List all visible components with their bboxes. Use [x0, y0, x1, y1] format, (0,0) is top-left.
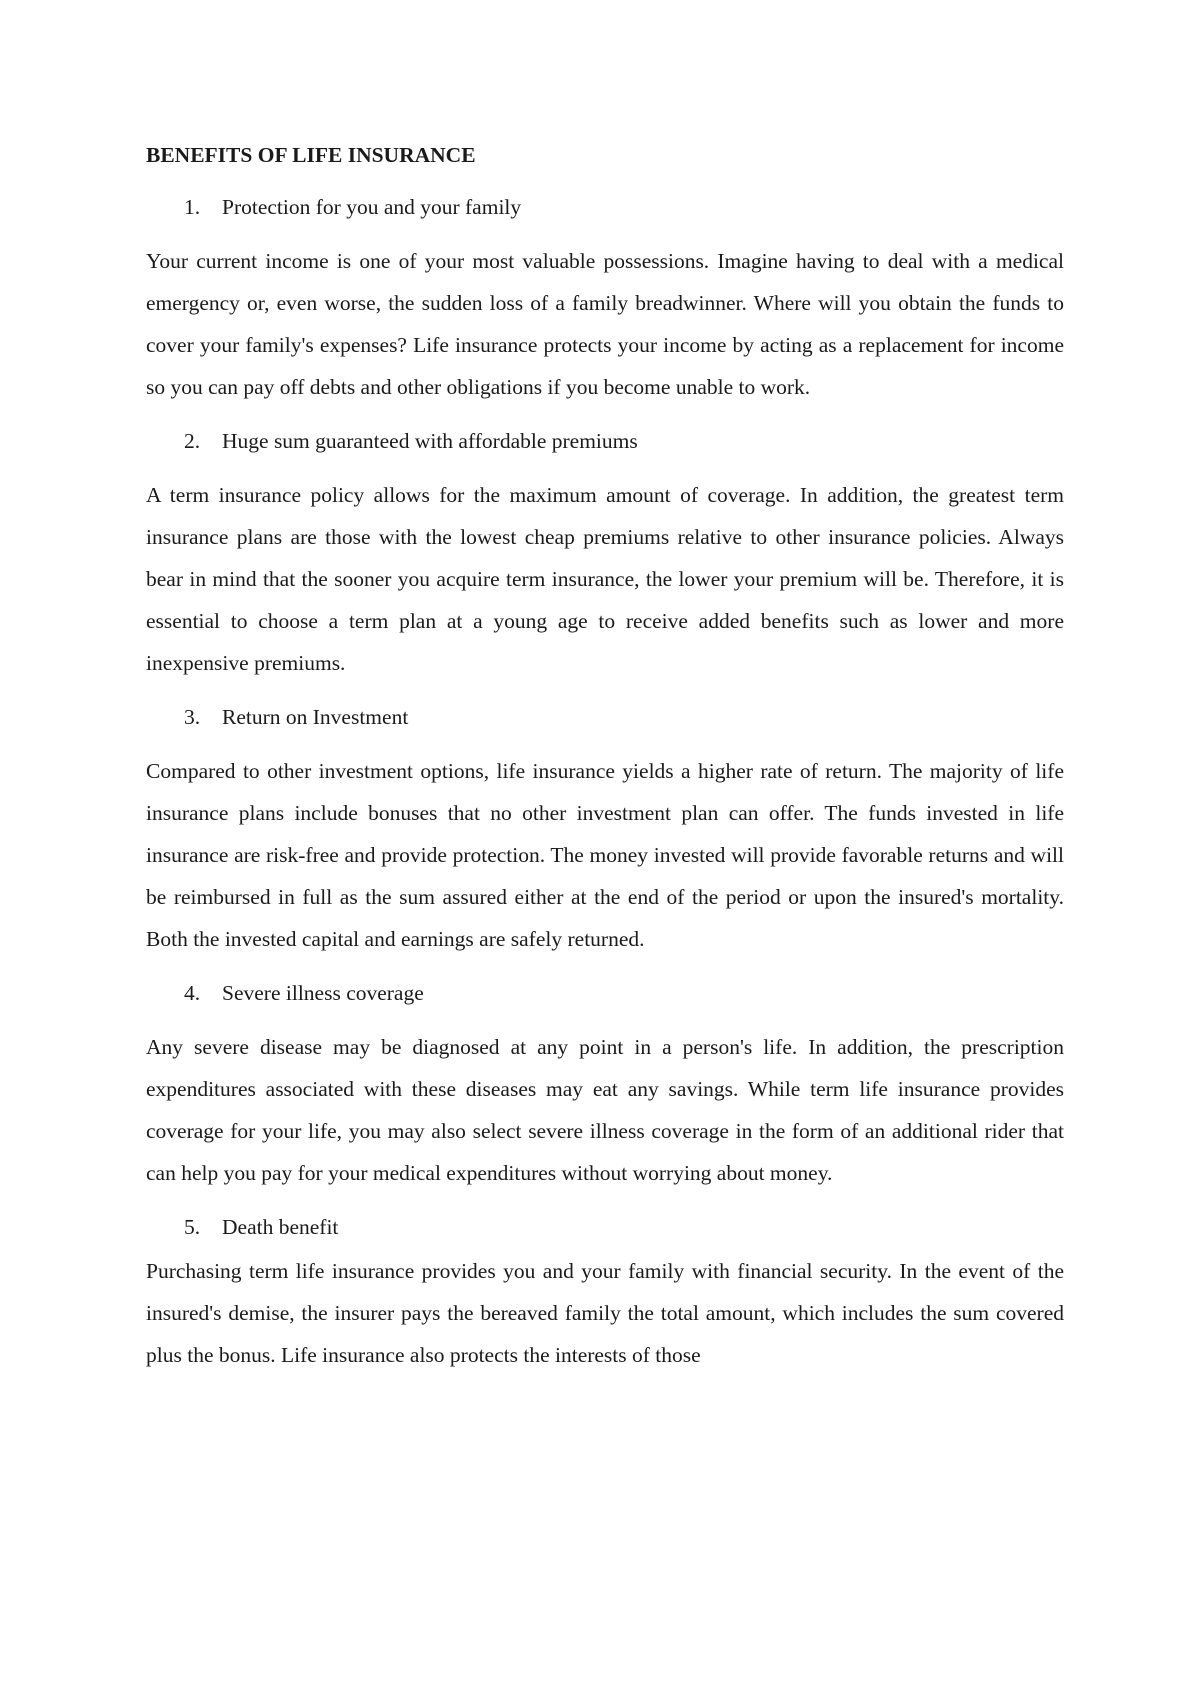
section-heading [146, 192, 1064, 222]
section-4 [146, 978, 1064, 1194]
section-heading [146, 1212, 1064, 1242]
section-heading-text: Huge sum guaranteed with affordable premiums [222, 429, 638, 453]
section-2 [146, 426, 1064, 684]
section-number: 1. [184, 195, 201, 219]
section-body: Purchasing term life insurance provides you and your family with financial security. In the event of the insured's demise, the insurer pays the bereaved family the total amount, which includes the sum covered plus the bonus. Life insurance also protects the interests of those [146, 1259, 1064, 1367]
document-content [146, 140, 1064, 1394]
section-heading-text: Return on Investment [222, 705, 409, 729]
section-3 [146, 702, 1064, 960]
section-heading-text: Severe illness coverage [222, 981, 424, 1005]
section-number: 5. [184, 1215, 201, 1239]
section-5 [146, 1212, 1064, 1376]
section-heading-text: Protection for you and your family [222, 195, 522, 219]
section-heading [146, 426, 1064, 456]
section-heading [146, 978, 1064, 1008]
section-heading-text: Death benefit [222, 1215, 339, 1239]
section-number: 4. [184, 981, 201, 1005]
section-number: 2. [184, 429, 201, 453]
document-title: BENEFITS OF LIFE INSURANCE [146, 143, 476, 167]
section-heading [146, 702, 1064, 732]
section-body: Your current income is one of your most valuable possessions. Imagine having to deal with a medical emergency or, even worse, the sudden loss of a family breadwinner. Where will you obtain the funds to cover your family's expenses? Life insurance protects your income by acting as a replacement for income so you can pay off debts and other obligations if you become unable to work. [146, 249, 1064, 399]
section-number: 3. [184, 705, 201, 729]
section-1 [146, 192, 1064, 408]
section-body: Any severe disease may be diagnosed at any point in a person's life. In addition, the prescription expenditures associated with these diseases may eat any savings. While term life insurance provides coverage for your life, you may also select severe illness coverage in the form of an additional rider that can help you pay for your medical expenditures without worrying about money. [146, 1035, 1064, 1185]
section-body: Compared to other investment options, life insurance yields a higher rate of return. The majority of life insurance plans include bonuses that no other investment plan can offer. The funds invested in life insurance are risk-free and provide protection. The money invested will provide favorable returns and will be reimbursed in full as the sum assured either at the end of the period or upon the insured's mortality. Both the invested capital and earnings are safely returned. [146, 759, 1064, 951]
section-body: A term insurance policy allows for the maximum amount of coverage. In addition, the greatest term insurance plans are those with the lowest cheap premiums relative to other insurance policies. Always bear in mind that the sooner you acquire term insurance, the lower your premium will be. Therefore, it is essential to choose a term plan at a young age to receive added benefits such as lower and more inexpensive premiums. [146, 483, 1064, 675]
